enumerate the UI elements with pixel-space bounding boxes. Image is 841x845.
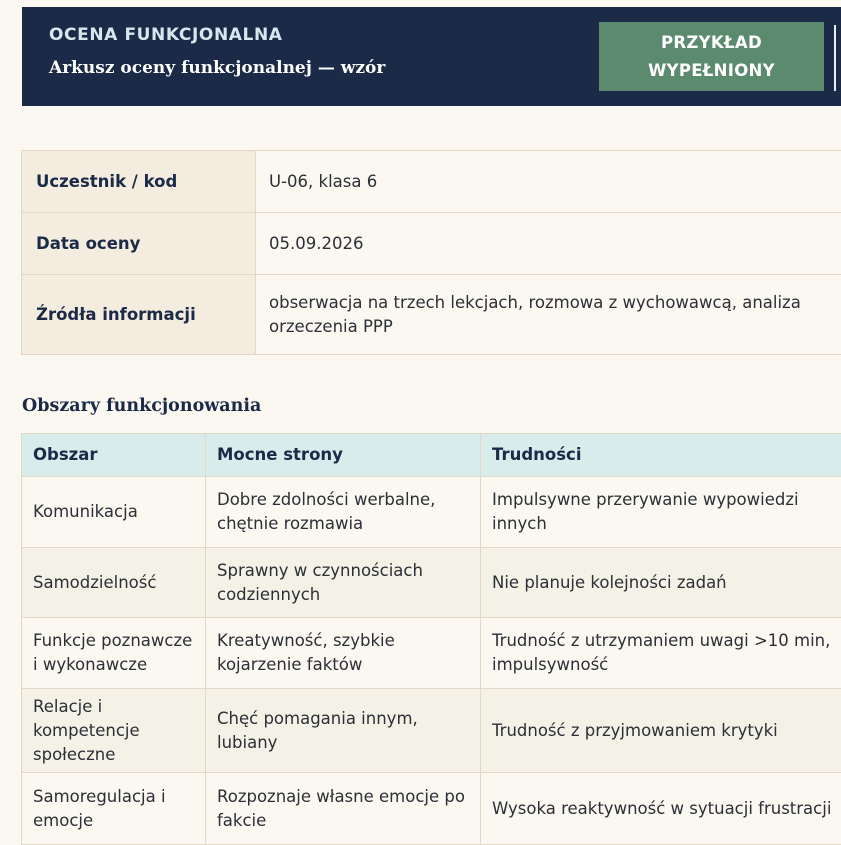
- page-header: [22, 7, 841, 106]
- header-eyebrow: OCENA FUNKCJONALNA: [49, 25, 283, 45]
- cell-area: Samodzielność: [22, 548, 206, 618]
- cell-difficulties: Impulsywne przerywanie wypowiedzi innych: [481, 477, 841, 548]
- areas-table: [21, 433, 841, 845]
- table-row: [22, 477, 841, 548]
- info-label: Źródła informacji: [22, 275, 256, 355]
- info-value: 05.09.2026: [256, 213, 841, 275]
- info-label: Uczestnik / kod: [22, 151, 256, 213]
- table-row: [22, 618, 841, 689]
- status-badge: PRZYKŁAD WYPEŁNIONY: [599, 22, 824, 91]
- info-row: [22, 275, 841, 355]
- cell-area: Relacje i kompetencje społeczne: [22, 689, 206, 773]
- info-label: Data oceny: [22, 213, 256, 275]
- info-row: [22, 151, 841, 213]
- column-header-difficulties: Trudności: [481, 434, 841, 477]
- section-title: Obszary funkcjonowania: [22, 396, 261, 416]
- info-row: [22, 213, 841, 275]
- table-row: [22, 689, 841, 773]
- cell-difficulties: Nie planuje kolejności zadań: [481, 548, 841, 618]
- header-divider: [834, 25, 836, 91]
- column-header-area: Obszar: [22, 434, 206, 477]
- table-header-row: [22, 434, 841, 477]
- page-title: Arkusz oceny funkcjonalnej — wzór: [49, 58, 385, 78]
- column-header-strengths: Mocne strony: [206, 434, 481, 477]
- cell-area: Funkcje poznawcze i wykonawcze: [22, 618, 206, 689]
- cell-difficulties: Trudność z utrzymaniem uwagi >10 min, impulsywność: [481, 618, 841, 689]
- cell-strengths: Chęć pomagania innym, lubiany: [206, 689, 481, 773]
- table-row: [22, 773, 841, 845]
- cell-difficulties: Wysoka reaktywność w sytuacji frustracji: [481, 773, 841, 845]
- cell-difficulties: Trudność z przyjmowaniem krytyki: [481, 689, 841, 773]
- cell-area: Komunikacja: [22, 477, 206, 548]
- cell-strengths: Rozpoznaje własne emocje po fakcie: [206, 773, 481, 845]
- info-value: U-06, klasa 6: [256, 151, 841, 213]
- cell-strengths: Dobre zdolności werbalne, chętnie rozmawia: [206, 477, 481, 548]
- cell-strengths: Sprawny w czynnościach codziennych: [206, 548, 481, 618]
- table-row: [22, 548, 841, 618]
- cell-area: Samoregulacja i emocje: [22, 773, 206, 845]
- cell-strengths: Kreatywność, szybkie kojarzenie faktów: [206, 618, 481, 689]
- info-value: obserwacja na trzech lekcjach, rozmowa z wychowawcą, analiza orzeczenia PPP: [256, 275, 841, 355]
- info-table: [21, 150, 841, 355]
